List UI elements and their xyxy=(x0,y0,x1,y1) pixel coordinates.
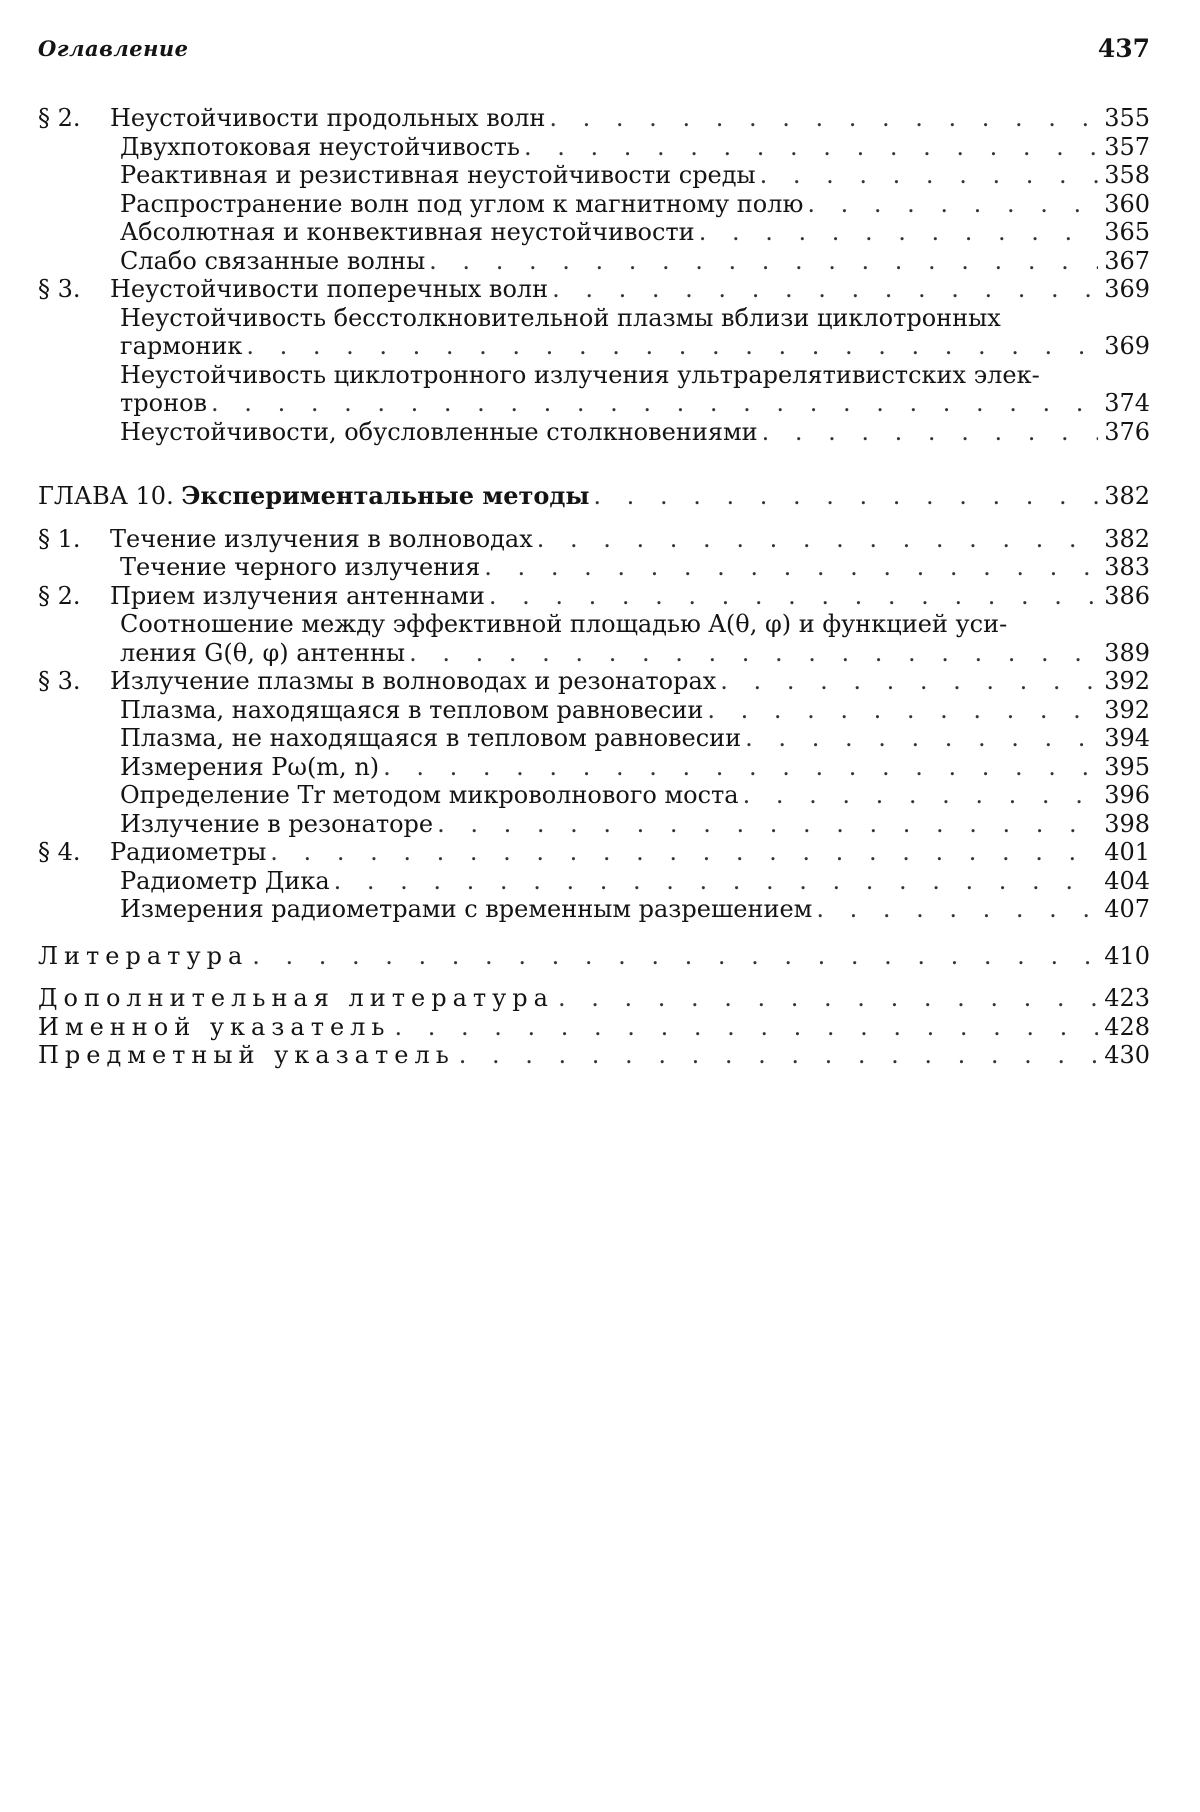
toc-entry[interactable] xyxy=(38,332,1150,361)
toc-entry[interactable] xyxy=(38,724,1150,753)
entry-page: 389 xyxy=(1098,639,1150,668)
entry-page: 365 xyxy=(1098,218,1150,247)
dot-leader: . . . . . . . . . . . xyxy=(739,781,1098,810)
toc-entry[interactable] xyxy=(38,275,1150,304)
table-of-contents xyxy=(38,104,1150,1070)
dot-leader: . . . . . . . . . . . . . . . . . . . xyxy=(480,553,1098,582)
dot-leader: . . . . . . . . . . xyxy=(758,418,1098,447)
dot-leader: . . . . . . . . . xyxy=(803,190,1098,219)
entry-title: Измерения радиометрами с временным разрешением xyxy=(120,895,812,924)
entry-title-line1: Неустойчивость бесстолкновительной плазмы вблизи циклотронных xyxy=(38,304,1150,333)
toc-entry[interactable] xyxy=(38,781,1150,810)
entry-page: 396 xyxy=(1098,781,1150,810)
toc-entry[interactable] xyxy=(38,190,1150,219)
section-number: § 2. xyxy=(38,582,110,611)
entry-title-line1: Неустойчивость циклотронного излучения ультрарелятивистских элек- xyxy=(38,361,1150,390)
entry-title: Радиометр Дика xyxy=(120,867,330,896)
entry-title: Неустойчивости продольных волн xyxy=(110,104,545,133)
entry-title: Радиометры xyxy=(110,838,266,867)
chapter-title: Экспериментальные методы xyxy=(181,481,589,510)
toc-chapter[interactable] xyxy=(38,482,1150,511)
dot-leader: . . . . . . . . . . . . . . . . . . . . . . . . . . xyxy=(242,332,1098,361)
dot-leader: . . . . . . . . . xyxy=(812,895,1098,924)
entry-title: Реактивная и резистивная неустойчивости среды xyxy=(120,161,756,190)
dot-leader: . . . . . . . . . . . . . . . . . . xyxy=(485,582,1098,611)
entry-page: 358 xyxy=(1098,161,1150,190)
entry-title: Плазма, не находящаяся в тепловом равновесии xyxy=(120,724,741,753)
dot-leader: . . . . . . . . . . . . . . . . . . . . . . . . . xyxy=(266,838,1098,867)
entry-title: гармоник xyxy=(120,332,242,361)
entry-title: Распространение волн под углом к магнитному полю xyxy=(120,190,803,219)
entry-page: 360 xyxy=(1098,190,1150,219)
entry-title: Излучение в резонаторе xyxy=(120,810,433,839)
toc-entry[interactable] xyxy=(38,895,1150,924)
entry-title: Абсолютная и конвективная неустойчивости xyxy=(120,218,695,247)
dot-leader: . . . . . . . . . . . . . . . . . . . . xyxy=(433,810,1098,839)
section-number: § 2. xyxy=(38,104,110,133)
running-header xyxy=(38,36,1150,70)
entry-page: 394 xyxy=(1098,724,1150,753)
toc-entry[interactable] xyxy=(38,582,1150,611)
entry-page: 386 xyxy=(1098,582,1150,611)
header-page-number: 437 xyxy=(1098,34,1150,63)
entry-page: 376 xyxy=(1098,418,1150,447)
entry-page: 392 xyxy=(1098,667,1150,696)
dot-leader: . . . . . . . . . . . . . . . . . . . . . . . xyxy=(330,867,1098,896)
dot-leader: . . . . . . . . . . . xyxy=(716,667,1098,696)
toc-entry[interactable] xyxy=(38,418,1150,447)
dot-leader: . . . . . . . . . . . . . . . . . xyxy=(520,133,1098,162)
entry-title: Именной указатель xyxy=(38,1013,391,1042)
toc-entry[interactable] xyxy=(38,867,1150,896)
entry-page: 407 xyxy=(1098,895,1150,924)
entry-page: 395 xyxy=(1098,753,1150,782)
entry-title: Определение Tr методом микроволнового моста xyxy=(120,781,739,810)
entry-title: Течение излучения в волноводах xyxy=(110,525,533,554)
dot-leader: . . . . . . . . . . xyxy=(756,161,1098,190)
entry-title: Прием излучения антеннами xyxy=(110,582,485,611)
dot-leader: . . . . . . . . . . . . . . . . xyxy=(548,275,1098,304)
dot-leader: . . . . . . . . . . . . . . . . . . . . . xyxy=(405,639,1098,668)
toc-entry[interactable] xyxy=(38,753,1150,782)
dot-leader: . . . . . . . . . . . . . . . . . xyxy=(545,104,1098,133)
chapter-label: ГЛАВА 10. xyxy=(38,482,174,510)
entry-title: Дополнительная литература xyxy=(38,984,554,1013)
dot-leader: . . . . . . . . . . . . xyxy=(695,218,1098,247)
dot-leader: . . . . . . . . . . . . . . . . . . . . . . . . . xyxy=(248,942,1098,971)
toc-entry[interactable] xyxy=(38,389,1150,418)
dot-leader: . . . . . . . . . . . . . . . . . . . xyxy=(455,1041,1098,1070)
toc-entry[interactable] xyxy=(38,838,1150,867)
entry-title: Предметный указатель xyxy=(38,1041,455,1070)
toc-entry[interactable] xyxy=(38,133,1150,162)
entry-page: 382 xyxy=(1098,482,1150,511)
entry-title: Течение черного излучения xyxy=(120,553,480,582)
section-number: § 3. xyxy=(38,667,110,696)
entry-page: 428 xyxy=(1098,1013,1150,1042)
entry-page: 367 xyxy=(1098,247,1150,276)
toc-entry[interactable] xyxy=(38,161,1150,190)
entry-page: 430 xyxy=(1098,1041,1150,1070)
entry-page: 383 xyxy=(1098,553,1150,582)
toc-entry[interactable] xyxy=(38,553,1150,582)
toc-back-matter[interactable] xyxy=(38,984,1150,1013)
toc-entry[interactable] xyxy=(38,810,1150,839)
entry-title: Двухпотоковая неустойчивость xyxy=(120,133,520,162)
dot-leader: . . . . . . . . . . . . xyxy=(703,696,1098,725)
entry-page: 401 xyxy=(1098,838,1150,867)
dot-leader: . . . . . . . . . . . . . . . . . . . . . . xyxy=(379,753,1098,782)
toc-entry[interactable] xyxy=(38,696,1150,725)
entry-page: 369 xyxy=(1098,275,1150,304)
entry-title: Плазма, находящаяся в тепловом равновесии xyxy=(120,696,703,725)
toc-entry[interactable] xyxy=(38,247,1150,276)
entry-page: 423 xyxy=(1098,984,1150,1013)
dot-leader: . . . . . . . . . . . xyxy=(741,724,1098,753)
dot-leader: . . . . . . . . . . . . . . . . . xyxy=(533,525,1098,554)
dot-leader: . . . . . . . . . . . . . . . . . . . . . . . . . . . xyxy=(207,389,1098,418)
toc-back-matter[interactable] xyxy=(38,942,1150,971)
section-number: § 3. xyxy=(38,275,110,304)
toc-entry[interactable] xyxy=(38,104,1150,133)
entry-title: Неустойчивости поперечных волн xyxy=(110,275,548,304)
entry-page: 357 xyxy=(1098,133,1150,162)
dot-leader: . . . . . . . . . . . . . . . xyxy=(589,482,1098,511)
entry-title: тронов xyxy=(120,389,207,418)
toc-entry[interactable] xyxy=(38,667,1150,696)
entry-title: Литература xyxy=(38,942,248,971)
entry-page: 398 xyxy=(1098,810,1150,839)
header-title: Оглавление xyxy=(38,36,189,61)
toc-back-matter[interactable] xyxy=(38,1041,1150,1070)
toc-page xyxy=(38,0,1150,1812)
entry-title-line1: Соотношение между эффективной площадью A(θ, φ) и функцией уси- xyxy=(38,610,1150,639)
section-number: § 1. xyxy=(38,525,110,554)
dot-leader: . . . . . . . . . . . . . . . . . . . . . xyxy=(391,1013,1099,1042)
entry-title: Неустойчивости, обусловленные столкновениями xyxy=(120,418,758,447)
entry-title: Излучение плазмы в волноводах и резонаторах xyxy=(110,667,716,696)
toc-entry[interactable] xyxy=(38,525,1150,554)
entry-page: 374 xyxy=(1098,389,1150,418)
toc-entry[interactable] xyxy=(38,218,1150,247)
entry-page: 382 xyxy=(1098,525,1150,554)
dot-leader: . . . . . . . . . . . . . . . . xyxy=(554,984,1098,1013)
toc-entry[interactable] xyxy=(38,639,1150,668)
entry-page: 404 xyxy=(1098,867,1150,896)
entry-title: Измерения Pω(m, n) xyxy=(120,753,379,782)
section-number: § 4. xyxy=(38,838,110,867)
entry-page: 355 xyxy=(1098,104,1150,133)
entry-title: ления G(θ, φ) антенны xyxy=(120,639,405,668)
dot-leader: . . . . . . . . . . . . . . . . . . . . xyxy=(425,247,1098,276)
entry-page: 410 xyxy=(1098,942,1150,971)
toc-back-matter[interactable] xyxy=(38,1013,1150,1042)
entry-page: 392 xyxy=(1098,696,1150,725)
entry-page: 369 xyxy=(1098,332,1150,361)
entry-title: Слабо связанные волны xyxy=(120,247,425,276)
